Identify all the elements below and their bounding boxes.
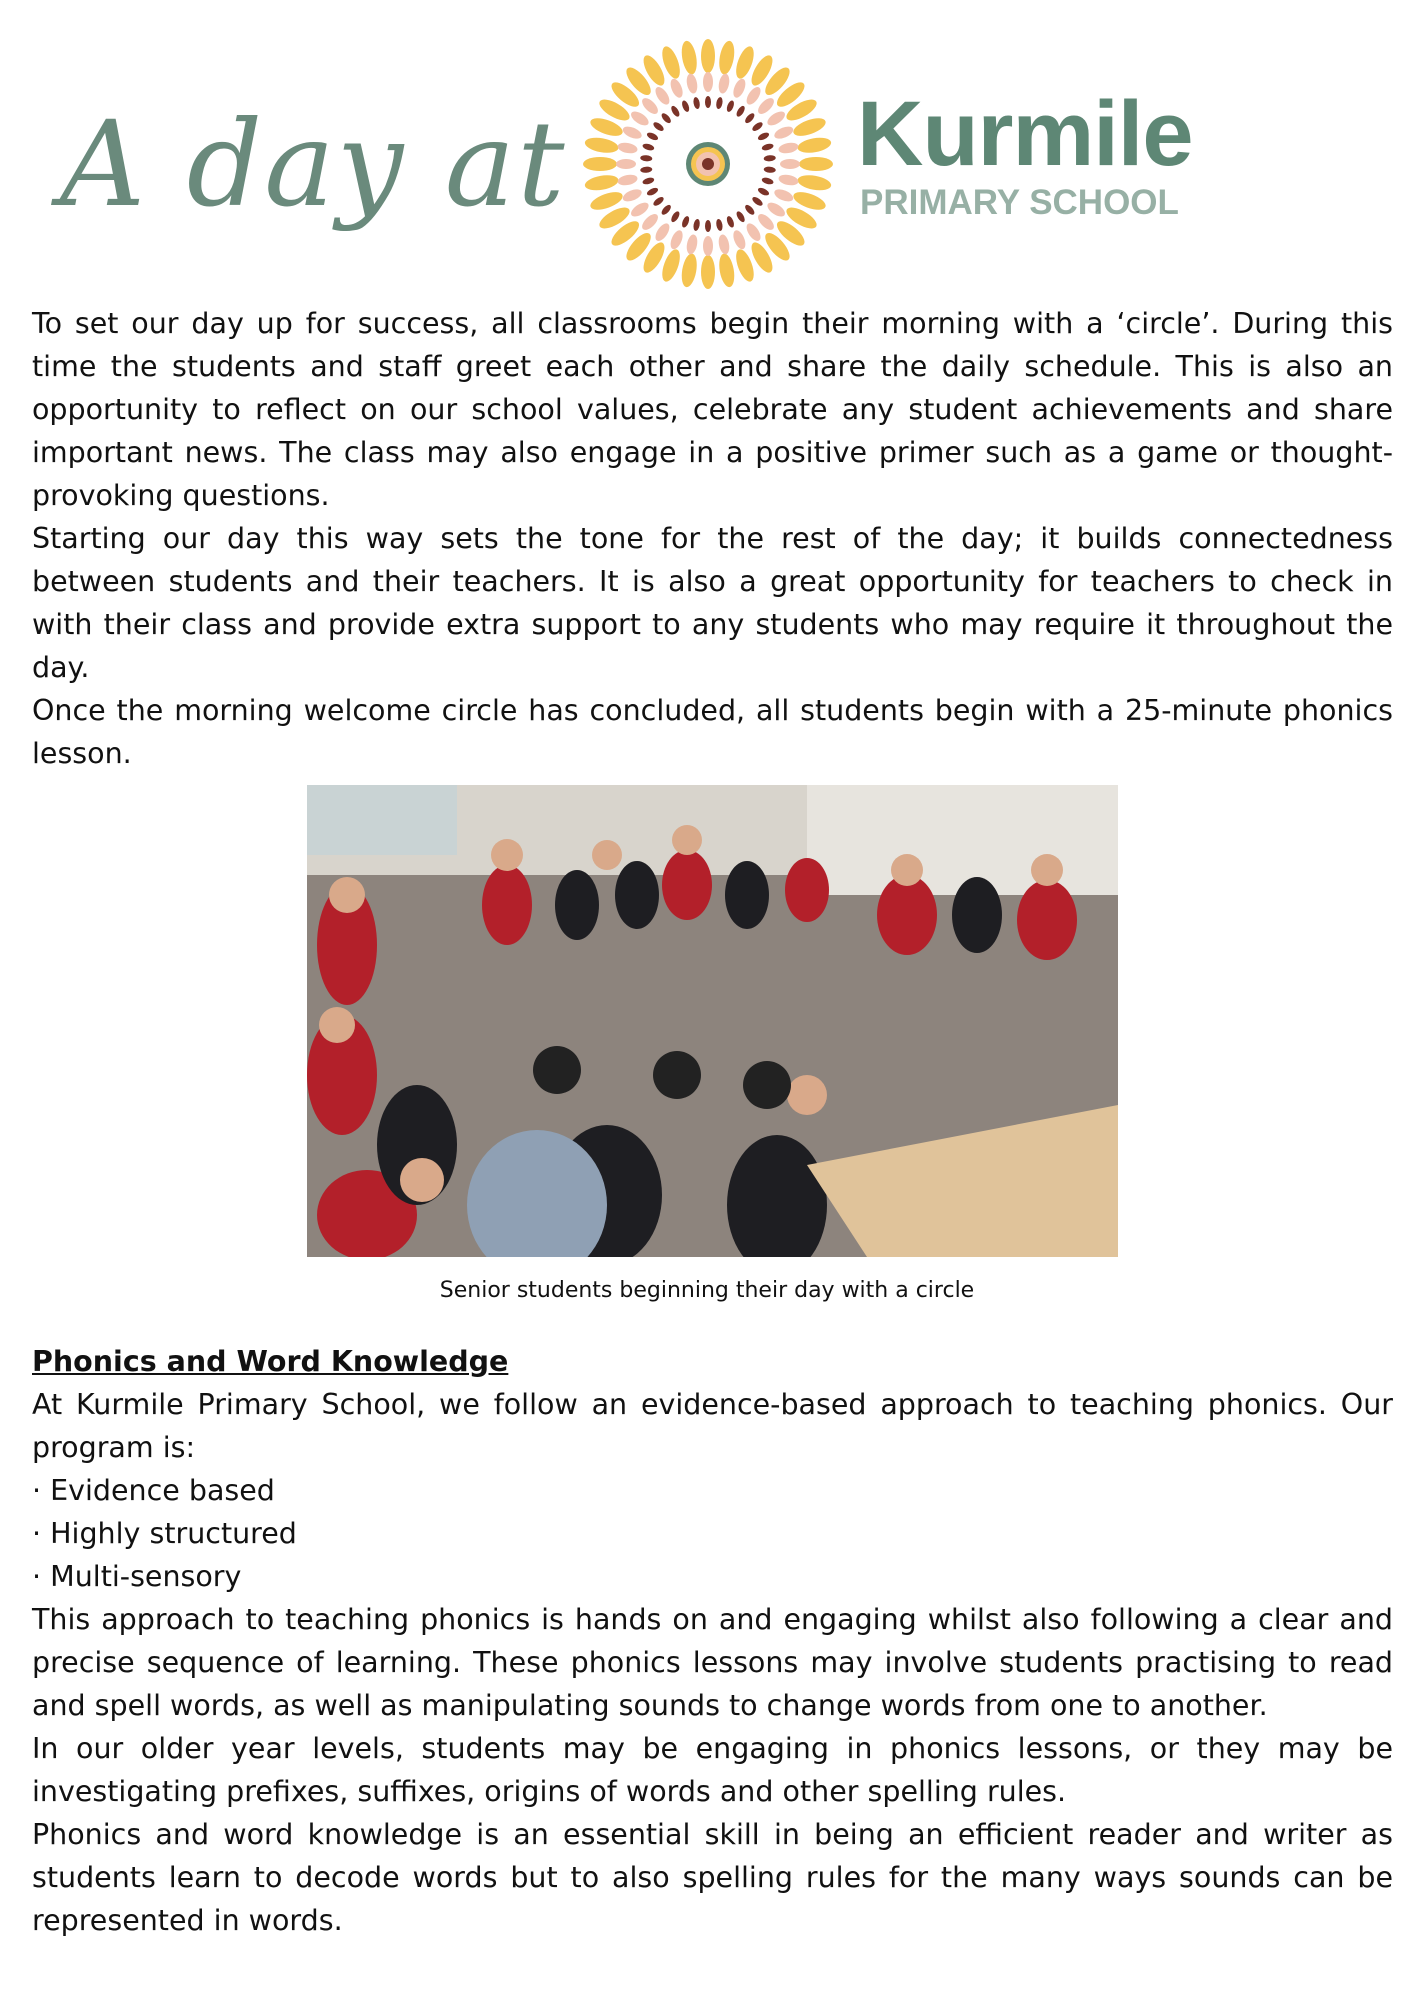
bullet-item: · Evidence based bbox=[32, 1474, 275, 1507]
sun-dot bbox=[717, 234, 731, 256]
sun-dot bbox=[679, 40, 699, 76]
sun-dot bbox=[725, 100, 735, 113]
sun-dot bbox=[703, 72, 713, 92]
sun-dot bbox=[744, 203, 757, 216]
sun-dot bbox=[617, 173, 639, 187]
sun-dot bbox=[653, 221, 672, 243]
sun-dot bbox=[773, 124, 795, 141]
sun-dot bbox=[660, 112, 673, 125]
photo-caption: Senior students beginning their day with a circle bbox=[439, 1278, 975, 1303]
sun-dot bbox=[701, 39, 715, 73]
sun-dot bbox=[715, 97, 723, 110]
sun-dot bbox=[621, 124, 643, 141]
sun-center bbox=[702, 158, 714, 170]
sun-dot bbox=[778, 173, 800, 187]
sun-dot bbox=[761, 176, 774, 185]
sun-dot bbox=[735, 210, 746, 223]
sun-dot bbox=[642, 176, 655, 185]
sun-dot bbox=[755, 95, 776, 116]
phonics-paragraph: In our older year levels, students may be engaging in phonics lessons, or they may be investigating prefixes, suffixes, origins of words and other spelling rules. bbox=[32, 1732, 1393, 1808]
sun-dot bbox=[744, 221, 763, 243]
bullet-item: · Highly structured bbox=[32, 1517, 297, 1550]
sun-dot bbox=[731, 77, 748, 99]
sun-dot bbox=[639, 211, 660, 232]
sun-dot bbox=[763, 166, 776, 173]
sun-dot bbox=[705, 220, 711, 232]
sun-dot bbox=[751, 121, 764, 133]
sun-dot bbox=[640, 155, 653, 162]
sun-dot bbox=[763, 155, 776, 162]
intro-paragraph: Once the morning welcome circle has concluded, all students begin with a 25-minute phonics lesson. bbox=[32, 694, 1393, 770]
sun-dot bbox=[617, 141, 639, 155]
sun-dot bbox=[744, 112, 757, 125]
sun-dot bbox=[670, 105, 681, 118]
sun-dot bbox=[670, 210, 681, 223]
sun-dot bbox=[652, 195, 665, 207]
sun-dot bbox=[629, 109, 651, 128]
sun-dot bbox=[717, 73, 731, 95]
sun-dot bbox=[735, 105, 746, 118]
phonics-section bbox=[32, 1340, 1393, 1942]
sun-dot bbox=[757, 186, 770, 197]
sun-dot bbox=[751, 195, 764, 207]
sun-dot bbox=[757, 131, 770, 142]
phonics-intro: At Kurmile Primary School, we follow an evidence-based approach to teaching phonics. Our program is: bbox=[32, 1388, 1393, 1464]
sun-dot bbox=[765, 109, 787, 128]
sun-dot bbox=[703, 236, 713, 256]
intro-section bbox=[32, 302, 1393, 775]
sun-dot bbox=[693, 218, 701, 231]
sun-dot bbox=[681, 215, 691, 228]
sun-dot bbox=[755, 211, 776, 232]
phonics-paragraph: Phonics and word knowledge is an essential skill in being an efficient reader and writer as students learn to decode words but to also spelling rules for the many ways sounds can be represented in words. bbox=[32, 1818, 1393, 1937]
sun-dot bbox=[705, 96, 711, 108]
sun-dot bbox=[796, 173, 832, 193]
intro-paragraph: Starting our day this way sets the tone for the rest of the day; it builds connectedness between students and their teachers. It is also a great opportunity for teachers to check in with their class and provide extra support to any students who may require it throughout the day. bbox=[32, 522, 1393, 684]
intro-paragraph: To set our day up for success, all classrooms begin their morning with a ‘circle’. During this time the students and staff greet each other and share the daily schedule. This is also an opportunity to reflect on our school values, celebrate any student achievements and share important news. The class may also engage in a positive primer such as a game or thought-provoking questions. bbox=[32, 307, 1393, 512]
sun-dot bbox=[701, 255, 715, 289]
sun-dot bbox=[621, 187, 643, 204]
sun-dot bbox=[616, 159, 636, 169]
sun-dot bbox=[685, 234, 699, 256]
sun-dot bbox=[629, 200, 651, 219]
sun-dot bbox=[646, 131, 659, 142]
sun-dot bbox=[725, 215, 735, 228]
school-subtitle: PRIMARY SCHOOL bbox=[860, 183, 1179, 222]
sun-dot bbox=[780, 159, 800, 169]
sun-dot bbox=[778, 141, 800, 155]
sun-dot bbox=[642, 143, 655, 152]
sun-dot bbox=[668, 77, 685, 99]
sun-dot bbox=[584, 173, 620, 193]
sun-dot bbox=[652, 121, 665, 133]
sun-dot bbox=[717, 252, 737, 288]
page-title-script: A day at bbox=[60, 95, 567, 233]
sun-dot bbox=[685, 73, 699, 95]
sun-dot bbox=[693, 97, 701, 110]
sun-dot bbox=[731, 229, 748, 251]
sun-dot bbox=[773, 187, 795, 204]
section-heading: Phonics and Word Knowledge bbox=[32, 1345, 509, 1378]
sun-dot bbox=[640, 166, 653, 173]
bullet-item: · Multi-sensory bbox=[32, 1560, 242, 1593]
sun-dot bbox=[796, 135, 832, 155]
sun-dot bbox=[765, 200, 787, 219]
sun-dot bbox=[717, 40, 737, 76]
sun-dot bbox=[584, 135, 620, 155]
school-name: Kurmile bbox=[857, 83, 1193, 185]
sun-dot bbox=[653, 85, 672, 107]
class-circle-photo bbox=[307, 785, 1118, 1257]
sun-dot bbox=[668, 229, 685, 251]
sun-dot bbox=[799, 157, 833, 171]
sun-dot bbox=[681, 100, 691, 113]
sun-dot bbox=[660, 203, 673, 216]
school-logo-sun-icon bbox=[580, 36, 836, 292]
sun-dot bbox=[646, 186, 659, 197]
phonics-paragraph: This approach to teaching phonics is hands on and engaging whilst also following a clear and precise sequence of learning. These phonics lessons may involve students practising to read and spell words, as well as manipulating sounds to change words from one to another. bbox=[32, 1603, 1393, 1722]
sun-dot bbox=[761, 143, 774, 152]
sun-dot bbox=[679, 252, 699, 288]
sun-dot bbox=[583, 157, 617, 171]
sun-dot bbox=[639, 95, 660, 116]
sun-dot bbox=[715, 218, 723, 231]
sun-dot bbox=[744, 85, 763, 107]
